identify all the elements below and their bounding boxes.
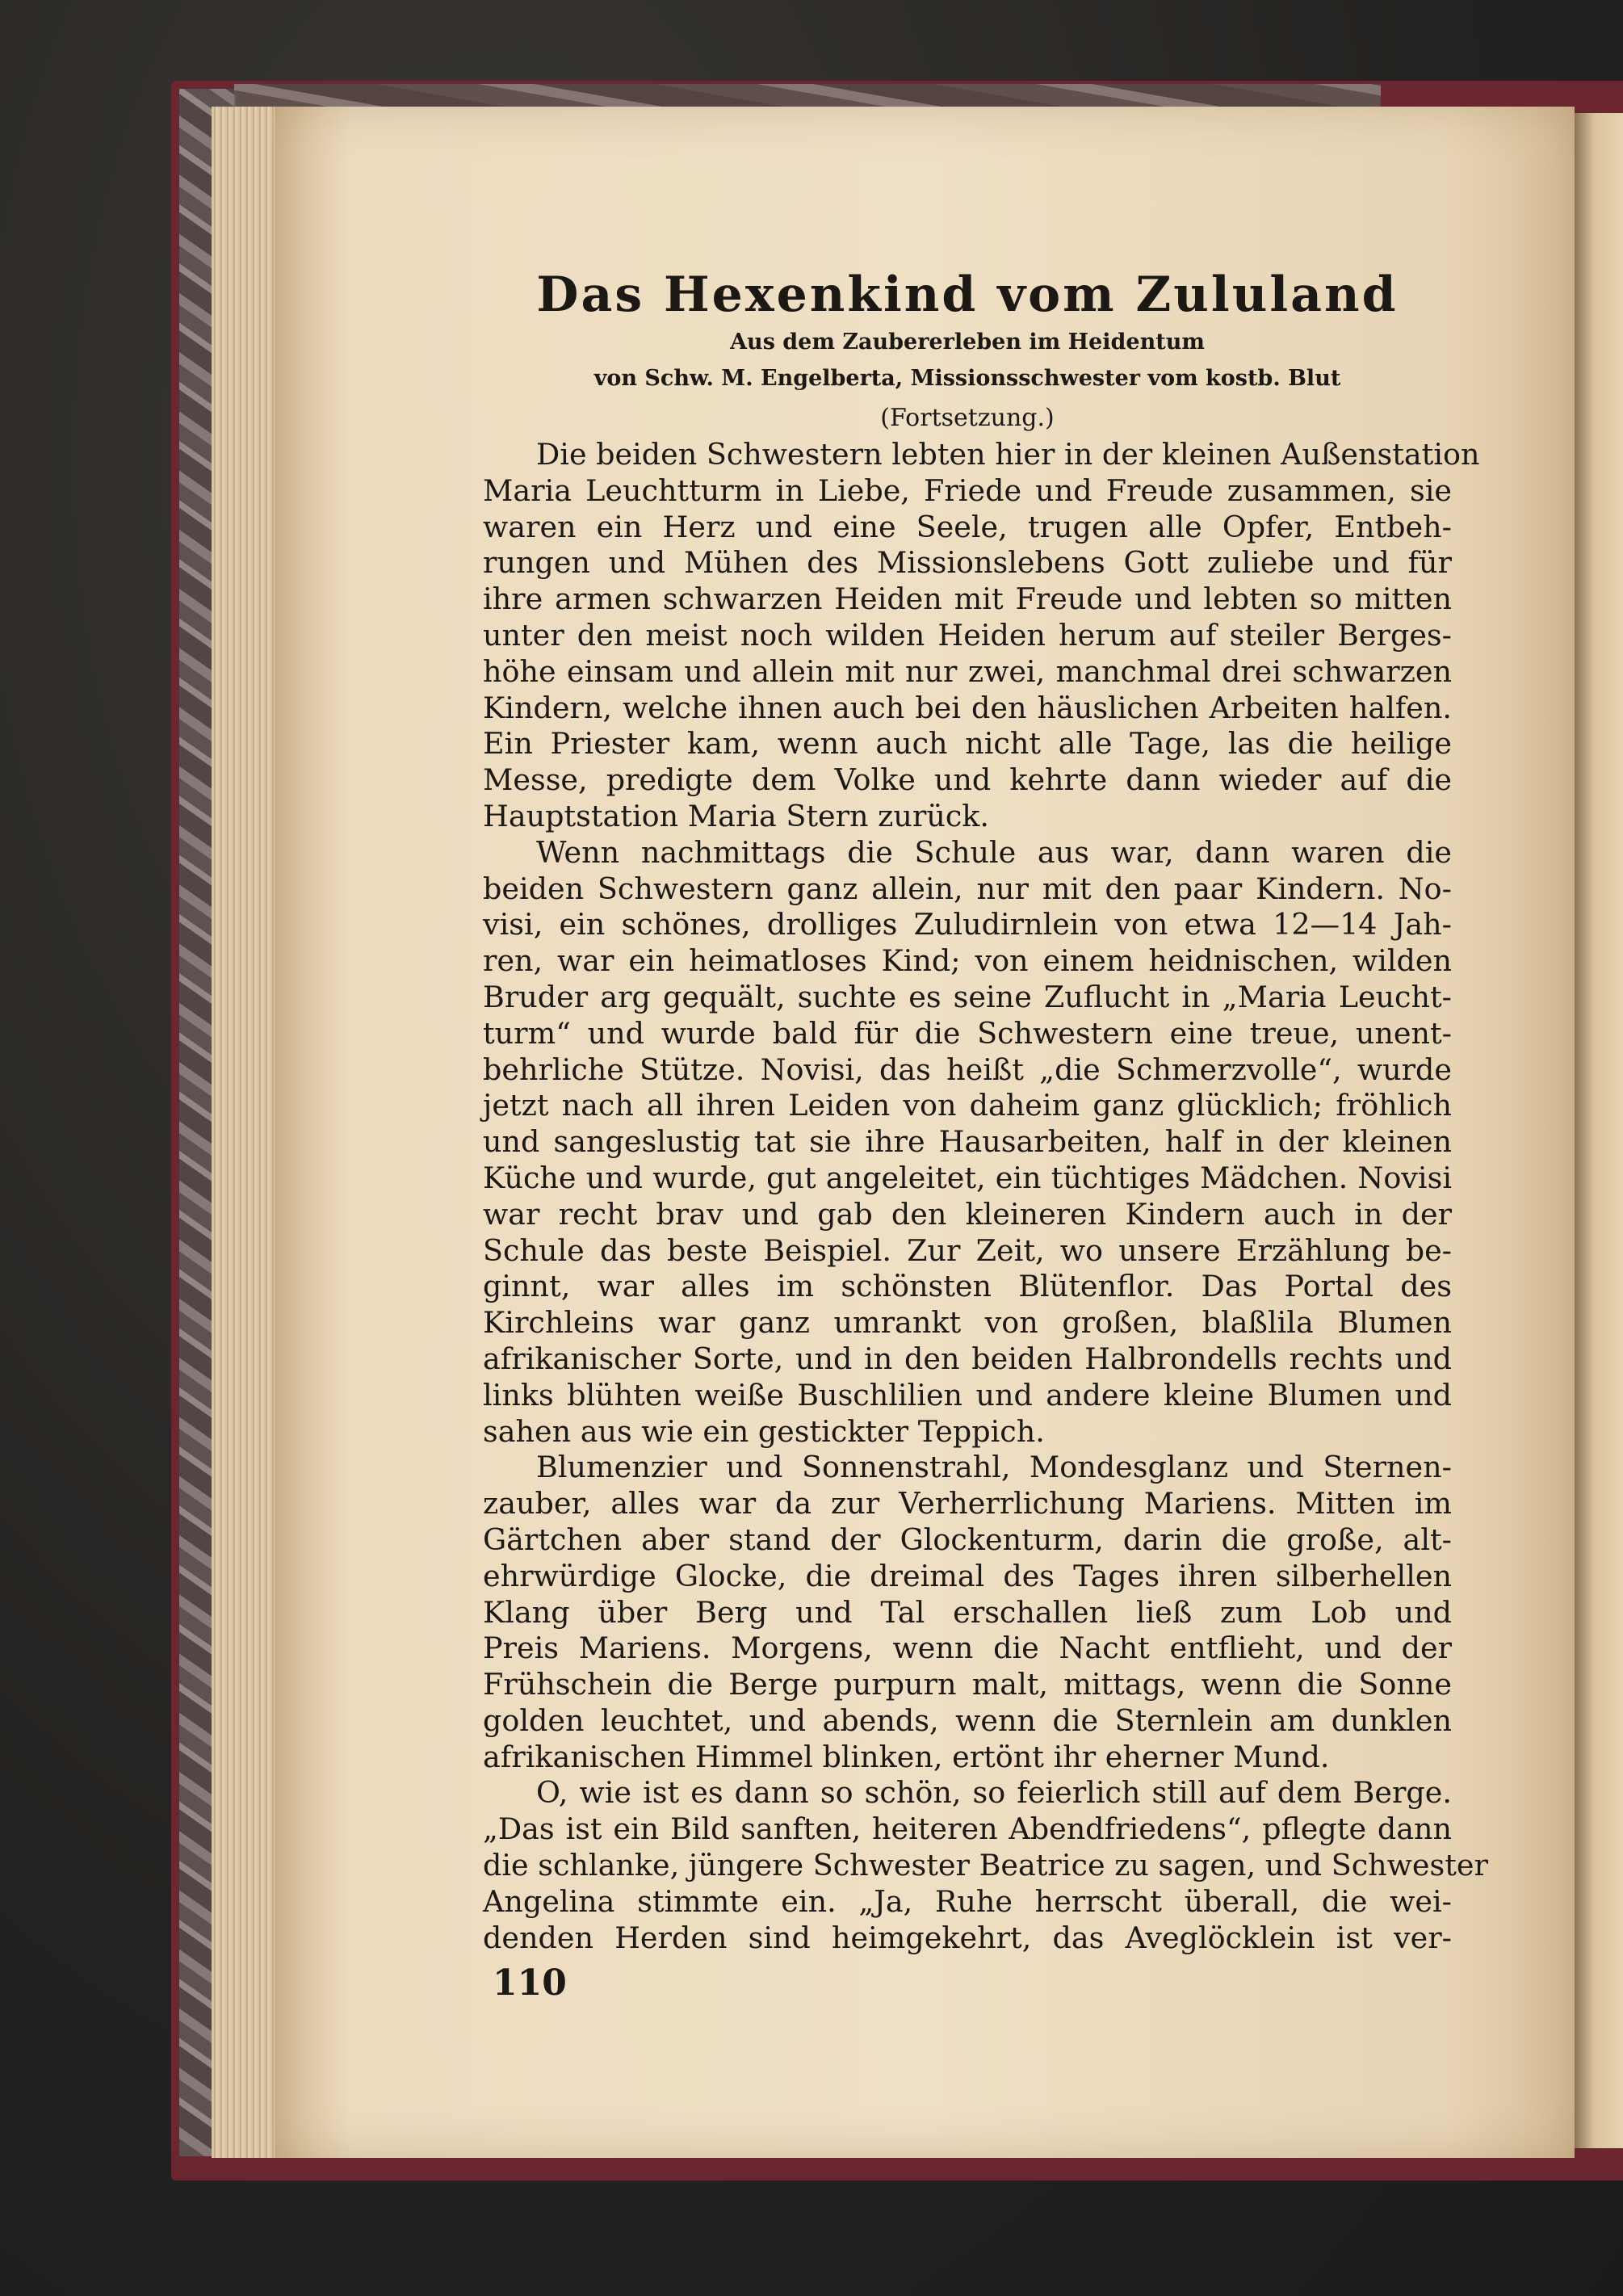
text-line: höhe einsam und allein mit nur zwei, manchmal drei schwarzen: [483, 653, 1452, 689]
text-line: Küche und wurde, gut angeleitet, ein tüchtiges Mädchen. Novisi: [483, 1160, 1452, 1195]
text-line: waren ein Herz und eine Seele, trugen alle Opfer, Entbeh-: [483, 509, 1452, 544]
cover-marble-top: [234, 84, 1381, 108]
text-line: Kindern, welche ihnen auch bei den häuslichen Arbeiten halfen.: [483, 690, 1452, 725]
article-body: [483, 437, 1488, 1956]
text-line: Messe, predigte dem Volke und kehrte dann wieder auf die: [483, 762, 1452, 798]
article-title: Das Hexenkind vom Zululand: [536, 267, 1399, 323]
text-line: Die beiden Schwestern lebten hier in der kleinen Außenstation: [536, 437, 1480, 472]
text-line: ihre armen schwarzen Heiden mit Freude und lebten so mitten: [483, 581, 1452, 617]
text-line: O, wie ist es dann so schön, so feierlich still auf dem Berge.: [536, 1775, 1452, 1811]
text-line: afrikanischen Himmel blinken, ertönt ihr eherner Mund.: [483, 1739, 1330, 1774]
text-line: visi, ein schönes, drolliges Zuludirnlein von etwa 12—14 Jah-: [483, 907, 1452, 942]
text-line: unter den meist noch wilden Heiden herum auf steiler Berges-: [483, 617, 1452, 653]
text-line: afrikanischer Sorte, und in den beiden Halbrondells rechts und: [483, 1341, 1452, 1376]
text-line: zauber, alles war da zur Verherrlichung Mariens. Mitten im: [483, 1486, 1452, 1522]
paragraph: [483, 437, 1480, 835]
article-subtitle: Aus dem Zaubererleben im Heidentum: [730, 329, 1205, 355]
text-line: „Das ist ein Bild sanften, heiteren Abendfriedens“, pflegte dann: [483, 1811, 1452, 1847]
text-line: war recht brav und gab den kleineren Kindern auch in der: [483, 1196, 1452, 1232]
text-line: die schlanke, jüngere Schwester Beatrice zu sagen, und Schwester: [483, 1848, 1488, 1883]
paragraph: [483, 835, 1452, 1450]
text-line: ginnt, war alles im schönsten Blütenflor. Das Portal des: [483, 1269, 1452, 1304]
article-author: von Schw. M. Engelberta, Missionsschwester vom kostb. Blut: [593, 366, 1341, 391]
text-line: Kirchleins war ganz umrankt von großen, blaßlila Blumen: [483, 1305, 1452, 1341]
page-stack-edge: [212, 107, 284, 2158]
paragraph: [483, 1775, 1488, 1956]
text-line: turm“ und wurde bald für die Schwestern eine treue, unent-: [483, 1015, 1452, 1051]
text-line: Bruder arg gequält, suchte es seine Zuflucht in „Maria Leucht-: [483, 979, 1452, 1014]
text-line: Preis Mariens. Morgens, wenn die Nacht entflieht, und der: [483, 1631, 1452, 1666]
text-line: und sangeslustig tat sie ihre Hausarbeiten, half in der kleinen: [483, 1124, 1452, 1160]
text-line: Klang über Berg und Tal erschallen ließ zum Lob und: [483, 1594, 1452, 1630]
text-line: Angelina stimmte ein. „Ja, Ruhe herrscht überall, die wei-: [483, 1883, 1452, 1919]
text-line: jetzt nach all ihren Leiden von daheim ganz glücklich; fröhlich: [483, 1088, 1452, 1123]
text-line: Ein Priester kam, wenn auch nicht alle Tage, las die heilige: [483, 726, 1452, 762]
facing-page-edge: [1575, 113, 1623, 2148]
text-line: golden leuchtet, und abends, wenn die Sternlein am dunklen: [483, 1702, 1452, 1738]
text-line: denden Herden sind heimgekehrt, das Aveglöcklein ist ver-: [483, 1920, 1452, 1955]
text-line: links blühten weiße Buschlilien und andere kleine Blumen und: [483, 1377, 1452, 1412]
text-line: Hauptstation Maria Stern zurück.: [483, 798, 990, 833]
text-line: ehrwürdige Glocke, die dreimal des Tages ihren silberhellen: [483, 1558, 1452, 1593]
text-line: behrliche Stütze. Novisi, das heißt „die Schmerzvolle“, wurde: [483, 1051, 1452, 1087]
text-line: ren, war ein heimatloses Kind; von einem heidnischen, wilden: [483, 943, 1452, 979]
text-line: Wenn nachmittags die Schule aus war, dann waren die: [536, 834, 1452, 870]
text-line: Frühschein die Berge purpurn malt, mittags, wenn die Sonne: [483, 1667, 1452, 1702]
text-line: Schule das beste Beispiel. Zur Zeit, wo unsere Erzählung be-: [483, 1232, 1452, 1268]
article-text-block: [483, 242, 1488, 1956]
continuation-note: (Fortsetzung.): [880, 404, 1055, 432]
text-line: Maria Leuchtturm in Liebe, Friede und Freude zusammen, sie: [483, 472, 1452, 508]
text-line: Gärtchen aber stand der Glockenturm, darin die große, alt-: [483, 1522, 1452, 1557]
text-line: sahen aus wie ein gestickter Teppich.: [483, 1413, 1045, 1449]
text-line: Blumenzier und Sonnenstrahl, Mondesglanz und Sternen-: [536, 1450, 1452, 1485]
paragraph: [483, 1450, 1452, 1775]
text-line: beiden Schwestern ganz allein, nur mit den paar Kindern. No-: [483, 871, 1452, 906]
page-number: 110: [493, 1962, 567, 2004]
text-line: rungen und Mühen des Missionslebens Gott zuliebe und für: [483, 545, 1452, 581]
